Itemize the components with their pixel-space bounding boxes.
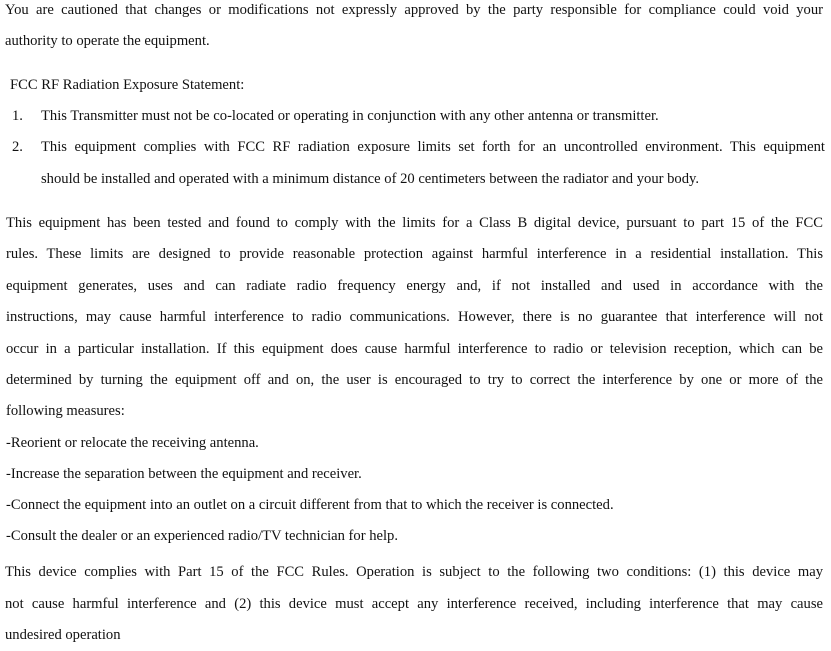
class-b-line-3: equipment generates, uses and can radiate radio frequency energy and, if not installed and used in accordance with the: [6, 278, 823, 294]
class-b-line-6: determined by turning the equipment off and on, the user is encouraged to try to correct the interference by one or more of the: [6, 372, 823, 388]
measure-item: -Reorient or relocate the receiving antenna.: [6, 435, 259, 451]
class-b-line-4: instructions, may cause harmful interference to radio communications. However, there is no guarantee that interference will not: [6, 309, 823, 325]
rf-item-2-number: 2.: [12, 139, 23, 155]
caution-line-2: authority to operate the equipment.: [5, 33, 210, 49]
part15-line-1: This device complies with Part 15 of the FCC Rules. Operation is subject to the following two conditions: (1) this device may: [5, 564, 823, 580]
caution-line-1: You are cautioned that changes or modifications not expressly approved by the party responsible for compliance could void your: [5, 2, 823, 18]
measure-item: -Connect the equipment into an outlet on a circuit different from that to which the receiver is connected.: [6, 497, 614, 513]
rf-item-1-number: 1.: [12, 108, 23, 124]
class-b-line-7: following measures:: [6, 403, 125, 419]
measure-item: -Consult the dealer or an experienced radio/TV technician for help.: [6, 528, 398, 544]
class-b-line-2: rules. These limits are designed to provide reasonable protection against harmful interference in a residential installation. This: [6, 246, 823, 262]
rf-statement-heading: FCC RF Radiation Exposure Statement:: [10, 77, 245, 93]
rf-item-2-line-1: This equipment complies with FCC RF radiation exposure limits set forth for an uncontrolled environment. This equipment: [41, 139, 825, 155]
class-b-line-1: This equipment has been tested and found to comply with the limits for a Class B digital device, pursuant to part 15 of the FCC: [6, 215, 823, 231]
class-b-line-5: occur in a particular installation. If this equipment does cause harmful interference to radio or television reception, which can be: [6, 341, 823, 357]
rf-item-2-line-2: should be installed and operated with a minimum distance of 20 centimeters between the radiator and your body.: [41, 171, 700, 187]
rf-item-1-text: This Transmitter must not be co-located or operating in conjunction with any other antenna or transmitter.: [41, 108, 659, 124]
part15-line-3: undesired operation: [5, 627, 121, 643]
measure-item: -Increase the separation between the equipment and receiver.: [6, 466, 362, 482]
part15-line-2: not cause harmful interference and (2) this device must accept any interference received, including interference that may cause: [5, 596, 823, 612]
